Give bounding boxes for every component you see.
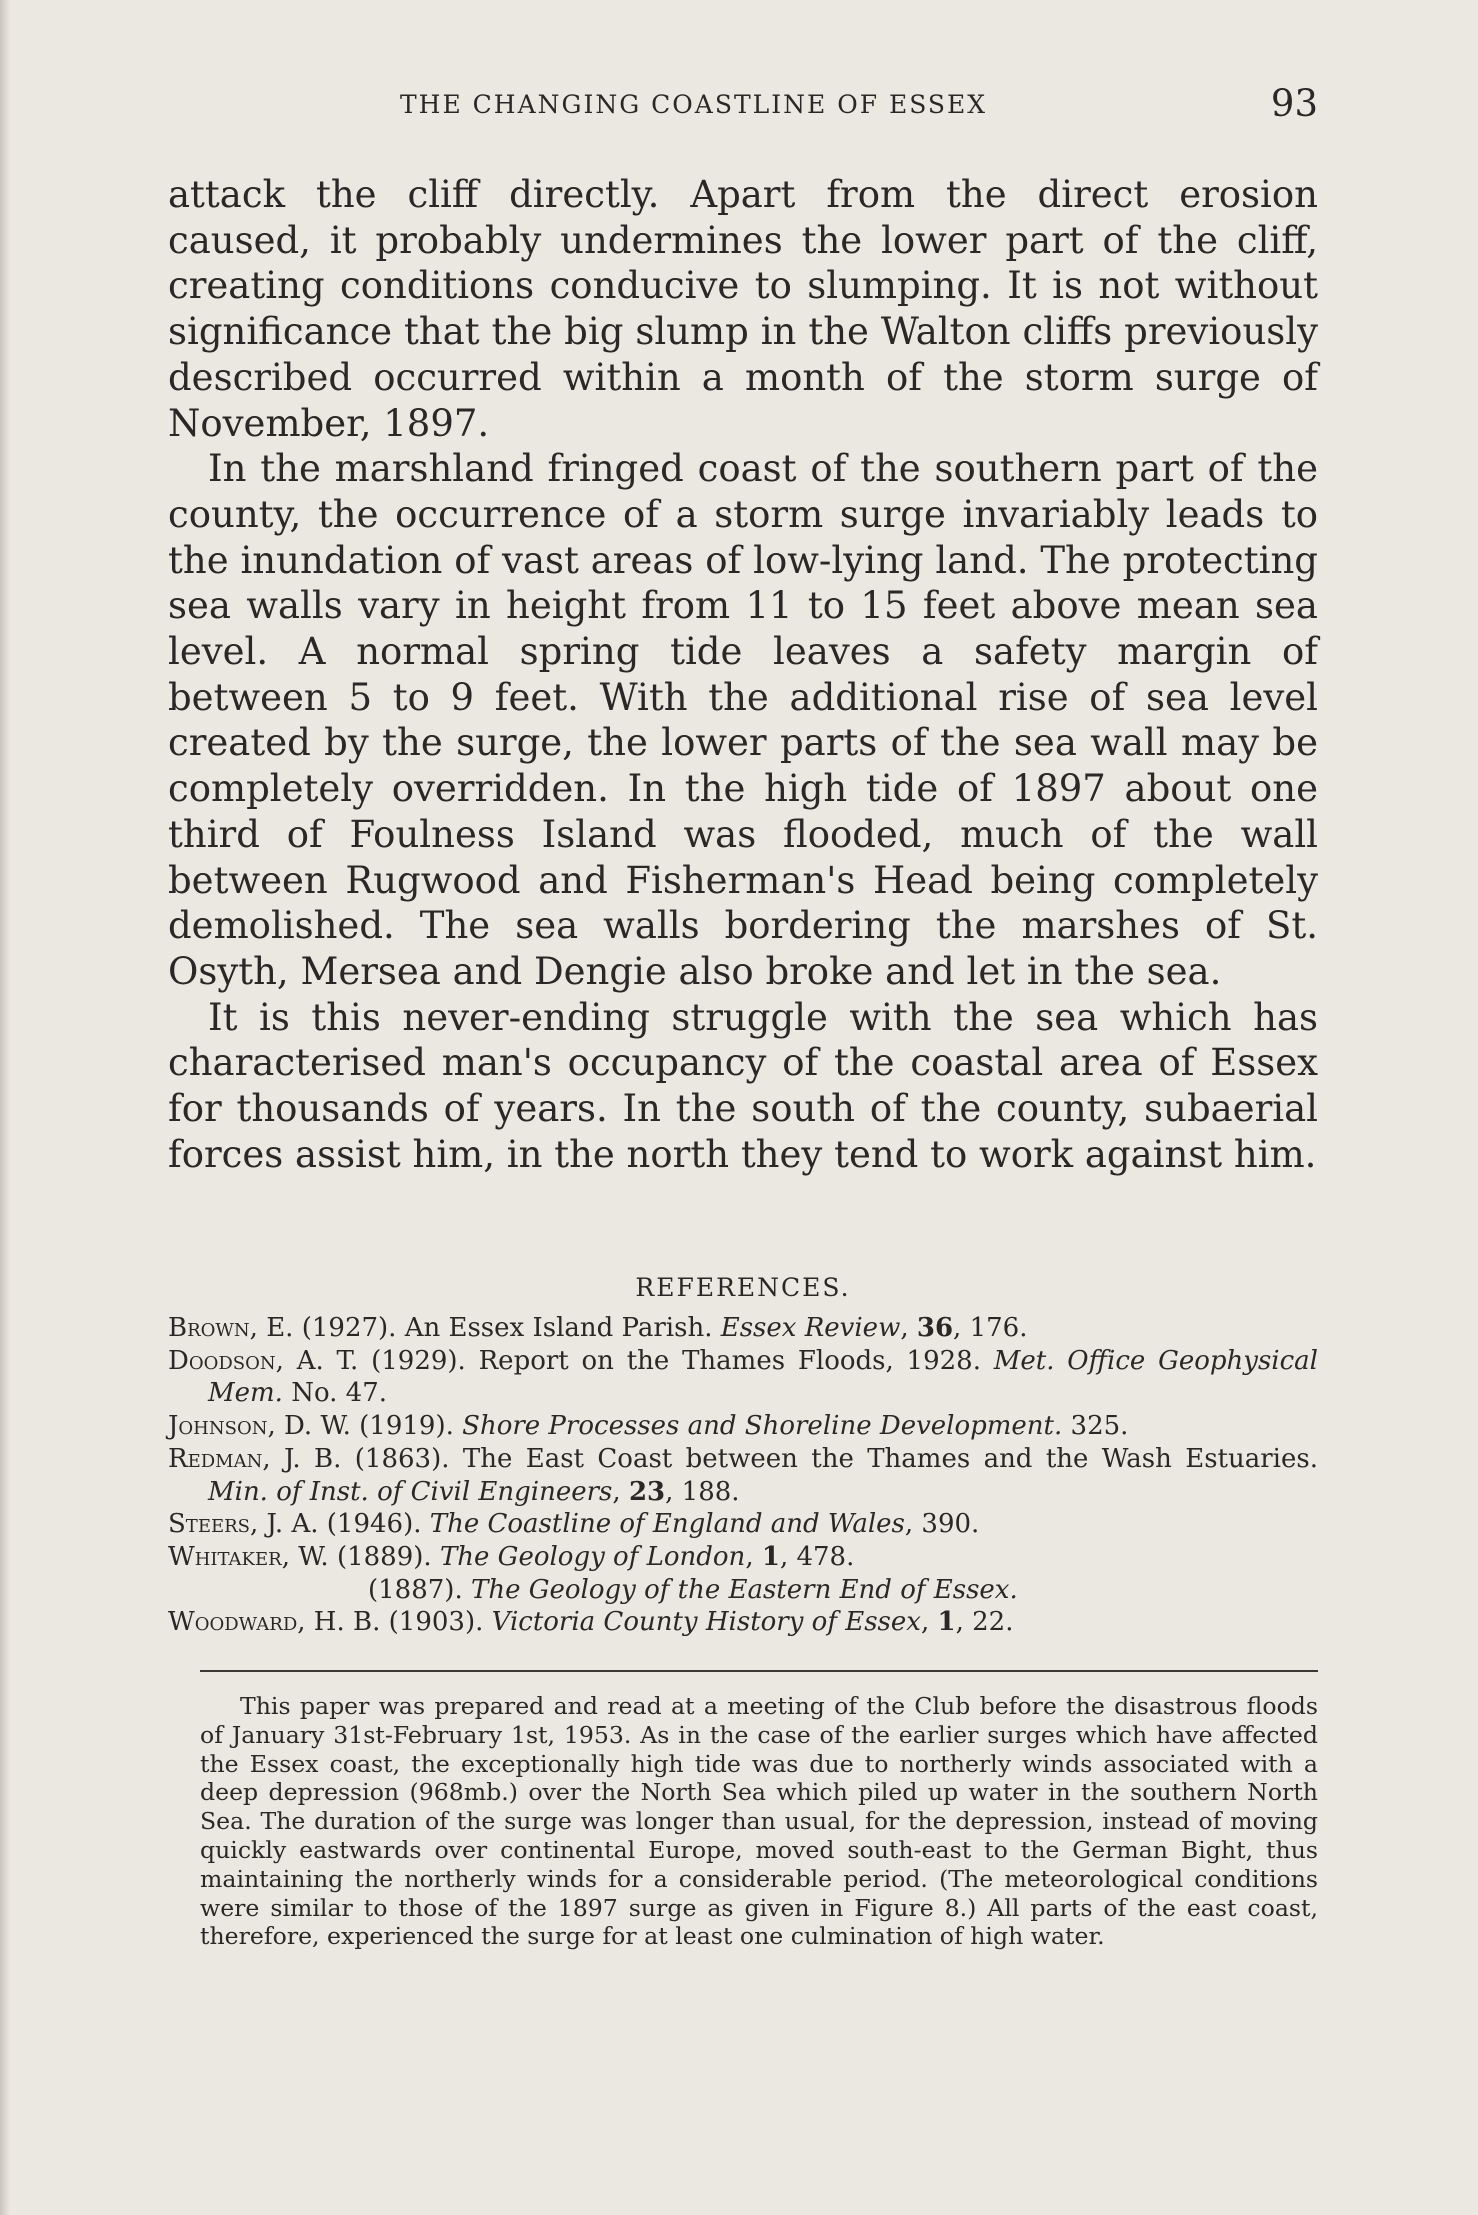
reference-separator: , [900, 1313, 917, 1343]
reference-item [168, 1410, 1318, 1443]
reference-author: Brown [168, 1313, 250, 1343]
reference-details: , W. (1889). [281, 1541, 440, 1572]
body-paragraph-3: It is this never-ending struggle with the sea which has characterised man's occupancy of the coastal area of Essex for thousands of years. In the south of the county, subaerial forces assist him, in the north they tend to work against him. [168, 995, 1318, 1176]
reference-pages: , 478. [779, 1541, 855, 1572]
reference-item [168, 1541, 1318, 1574]
running-title: THE CHANGING COASTLINE OF ESSEX [400, 90, 988, 119]
reference-author: Woodward [168, 1607, 298, 1638]
reference-title: The Coastline of England and Wales [429, 1509, 905, 1540]
reference-item [168, 1508, 1318, 1541]
reference-title: Met. Office Geophysical Mem. [208, 1345, 1318, 1409]
reference-pages: , 22. [955, 1607, 1014, 1638]
reference-separator: , [745, 1541, 762, 1572]
reference-details: , J. B. (1863). The East Coast between the Thames and the Wash Estuaries. [262, 1443, 1318, 1474]
references-heading: REFERENCES. [635, 1273, 851, 1302]
reference-details: , A. T. (1929). Report on the Thames Floods, 1928. [275, 1345, 994, 1376]
reference-details: , J. A. (1946). [249, 1509, 430, 1540]
reference-pages: , 188. [665, 1476, 740, 1507]
reference-title: Victoria County History of Essex [491, 1607, 921, 1638]
page-edge-shadow [0, 0, 10, 2215]
reference-author: Whitaker [168, 1541, 282, 1572]
reference-volume: 1 [937, 1607, 956, 1638]
reference-title: Shore Processes and Shoreline Development. [462, 1411, 1063, 1442]
reference-item [168, 1443, 1318, 1508]
reference-separator: , [920, 1607, 938, 1638]
reference-volume: 1 [761, 1541, 780, 1572]
reference-separator: , 390. [904, 1509, 980, 1540]
reference-details: , E. (1927). An Essex Island Parish. [249, 1313, 721, 1343]
reference-details: , D. W. (1919). [267, 1411, 463, 1442]
reference-details: , H. B. (1903). [297, 1607, 492, 1638]
reference-separator: , [612, 1476, 629, 1507]
reference-item [168, 1345, 1318, 1410]
references-list [168, 1312, 1318, 1639]
reference-author: Redman [168, 1443, 263, 1474]
reference-title: Essex Review [720, 1313, 901, 1343]
reference-volume: 36 [916, 1313, 954, 1343]
reference-pages: , 176. [953, 1313, 1028, 1343]
reference-volume: 23 [628, 1476, 666, 1507]
reference-details: (1887). [368, 1574, 471, 1605]
page-header [168, 82, 1318, 132]
reference-title: The Geology of the Eastern End of Essex. [470, 1574, 1018, 1605]
reference-item [168, 1574, 1318, 1607]
reference-title: The Geology of London [439, 1541, 746, 1572]
reference-separator: No. 47. [282, 1378, 388, 1409]
page-number: 93 [1270, 82, 1318, 125]
body-paragraph-1: attack the cliff directly. Apart from the direct erosion caused, it probably undermines the lower part of the cliff, creating conditions conducive to slumping. It is not without significance that the big slump in the Walton cliffs previously described occurred within a month of the storm surge of November, 1897. [168, 173, 1318, 445]
reference-separator: 325. [1062, 1411, 1129, 1442]
footnote: This paper was prepared and read at a meeting of the Club before the disastrous floods of January 31st-February 1st, 1953. As in the case of the earlier surges which have affected the Essex coast, the exceptionally high tide was due to northerly winds associated with a deep depression (968mb.) over the North Sea which piled up water in the southern North Sea. The duration of the surge was longer than usual, for the depression, instead of moving quickly eastwards over continental Europe, moved south-east to the German Bight, thus maintaining the northerly winds for a considerable period. (The meteorological conditions were similar to those of the 1897 surge as given in Figure 8.) All parts of the east coast, therefore, experienced the surge for at least one culmination of high water. [200, 1692, 1318, 1951]
reference-author: Steers [168, 1509, 250, 1540]
reference-author: Johnson [168, 1411, 268, 1442]
body-text [168, 172, 1318, 1177]
reference-item [168, 1606, 1318, 1639]
body-paragraph-2: In the marshland fringed coast of the southern part of the county, the occurrence of a storm surge invariably leads to the inundation of vast areas of low-lying land. The protecting sea walls vary in height from 11 to 15 feet above mean sea level. A normal spring tide leaves a safety margin of between 5 to 9 feet. With the additional rise of sea level created by the surge, the lower parts of the sea wall may be completely overridden. In the high tide of 1897 about one third of Foulness Island was flooded, much of the wall between Rugwood and Fisherman's Head being completely demolished. The sea walls bordering the marshes of St. Osyth, Mersea and Dengie also broke and let in the sea. [168, 447, 1318, 993]
reference-author: Doodson [168, 1345, 276, 1376]
reference-item [168, 1312, 1318, 1345]
reference-title: Min. of Inst. of Civil Engineers [208, 1476, 613, 1507]
footnote-divider [200, 1670, 1318, 1672]
